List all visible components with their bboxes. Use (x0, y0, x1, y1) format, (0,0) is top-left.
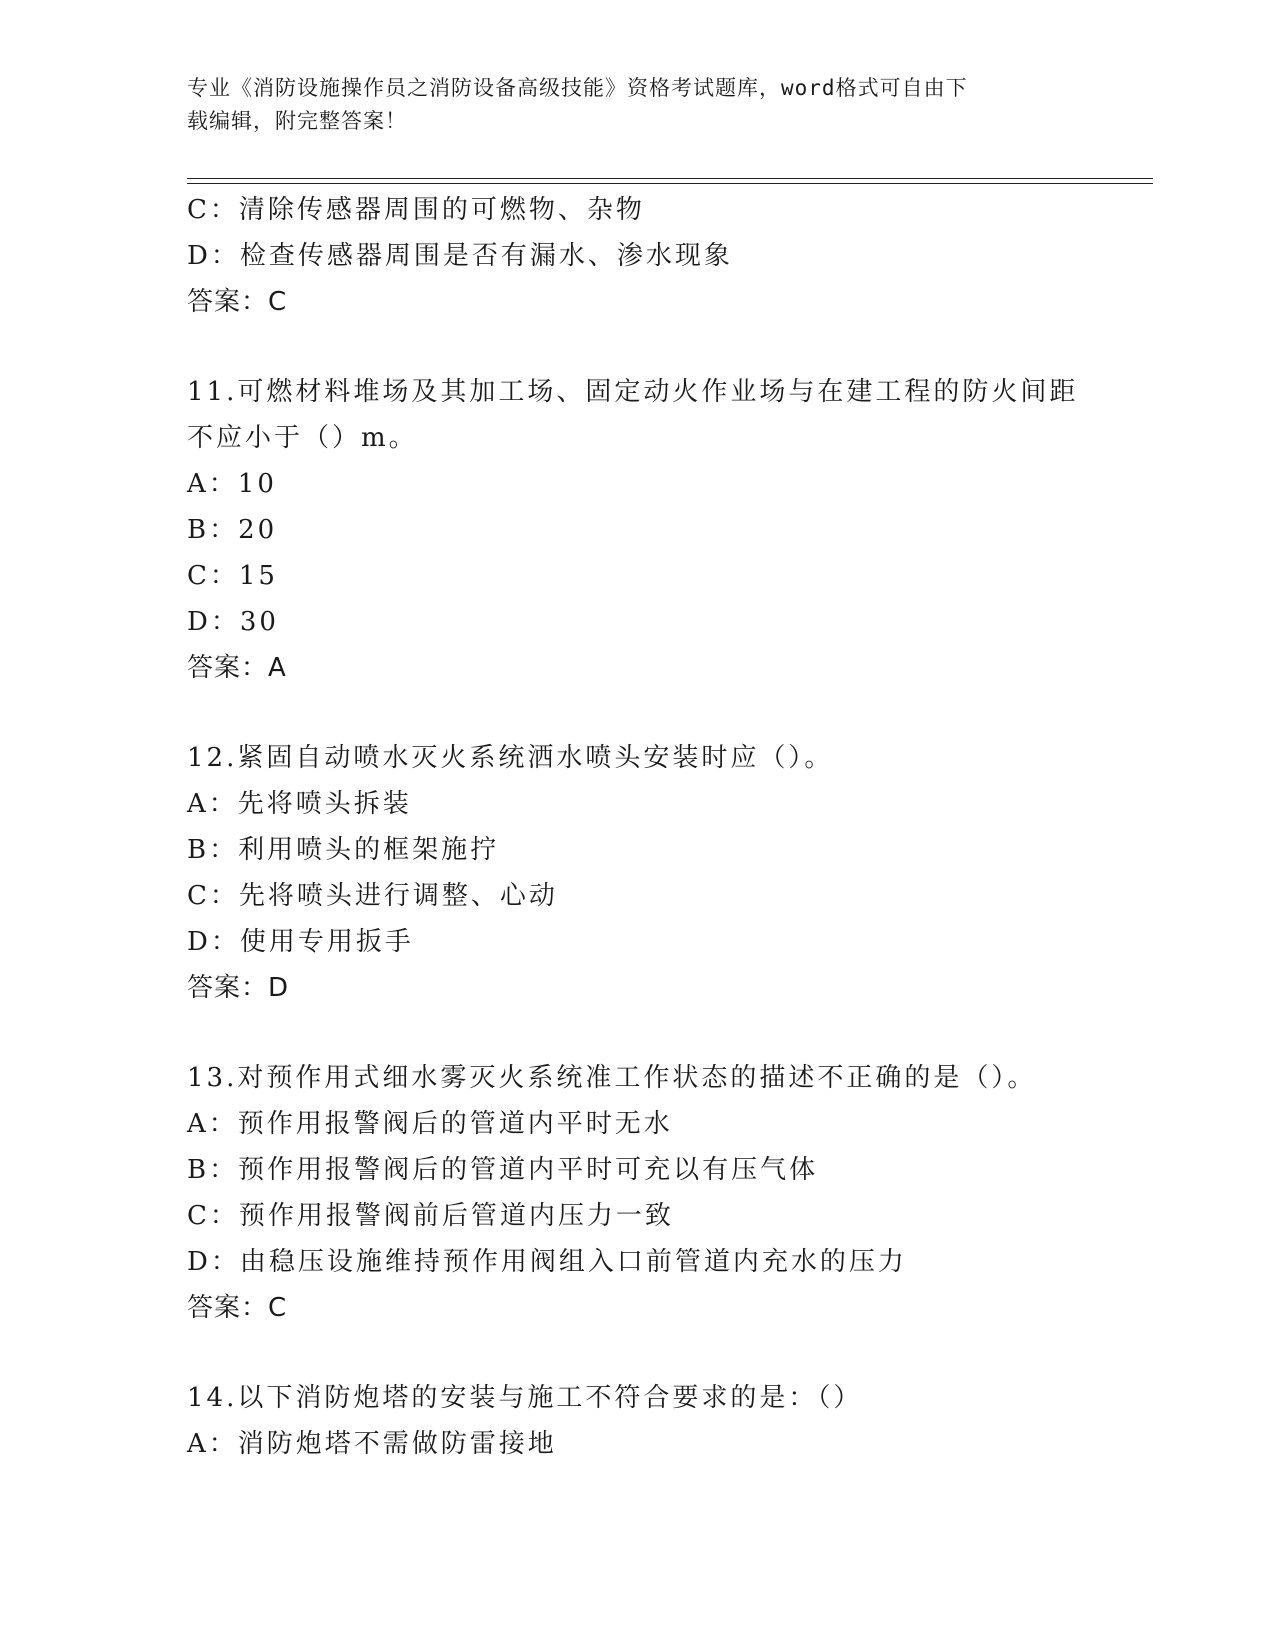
header-line-2: 载编辑，附完整答案！ (187, 109, 407, 133)
document-header (187, 72, 1087, 138)
answer-label: 答案：A (187, 653, 287, 683)
question-12 (187, 735, 1087, 1011)
question-stem: 11.可燃材料堆场及其加工场、固定动火作业场与在建工程的防火间距 (187, 377, 1079, 407)
header-divider-bottom (187, 183, 1153, 184)
question-stem: 14.以下消防炮塔的安装与施工不符合要求的是：（） (187, 1383, 863, 1413)
question-stem: 12.紧固自动喷水灭火系统洒水喷头安装时应（）。 (187, 743, 834, 773)
question-list (187, 187, 1087, 1467)
option-b: B：预作用报警阀后的管道内平时可充以有压气体 (187, 1155, 819, 1185)
option-d: D：检查传感器周围是否有漏水、渗水现象 (187, 241, 733, 271)
option-b: B：20 (187, 515, 278, 545)
option-b: B：利用喷头的框架施拧 (187, 835, 500, 865)
option-a: A：预作用报警阀后的管道内平时无水 (187, 1109, 673, 1139)
question-11 (187, 369, 1087, 691)
option-c: C：清除传感器周围的可燃物、杂物 (187, 195, 645, 225)
answer-label: 答案：D (187, 973, 290, 1003)
option-a: A：先将喷头拆装 (187, 789, 412, 819)
option-d: D：使用专用扳手 (187, 927, 414, 957)
question-stem: 13.对预作用式细水雾灭火系统准工作状态的描述不正确的是（）。 (187, 1063, 1037, 1093)
question-10-partial (187, 187, 1087, 325)
question-14 (187, 1375, 1087, 1467)
answer-label: 答案：C (187, 1293, 288, 1323)
option-d: D：由稳压设施维持预作用阀组入口前管道内充水的压力 (187, 1247, 907, 1277)
option-a: A：10 (187, 469, 277, 499)
option-a: A：消防炮塔不需做防雷接地 (187, 1429, 557, 1459)
option-d: D：30 (187, 607, 279, 637)
header-line-1: 专业《消防设施操作员之消防设备高级技能》资格考试题库，word格式可自由下 (187, 76, 968, 100)
question-13 (187, 1055, 1087, 1331)
option-c: C：15 (187, 561, 278, 591)
question-stem-continued: 不应小于（）m。 (187, 423, 418, 453)
header-divider-top (187, 178, 1153, 179)
option-c: C：预作用报警阀前后管道内压力一致 (187, 1201, 674, 1231)
option-c: C：先将喷头进行调整、心动 (187, 881, 558, 911)
answer-label: 答案：C (187, 287, 288, 317)
